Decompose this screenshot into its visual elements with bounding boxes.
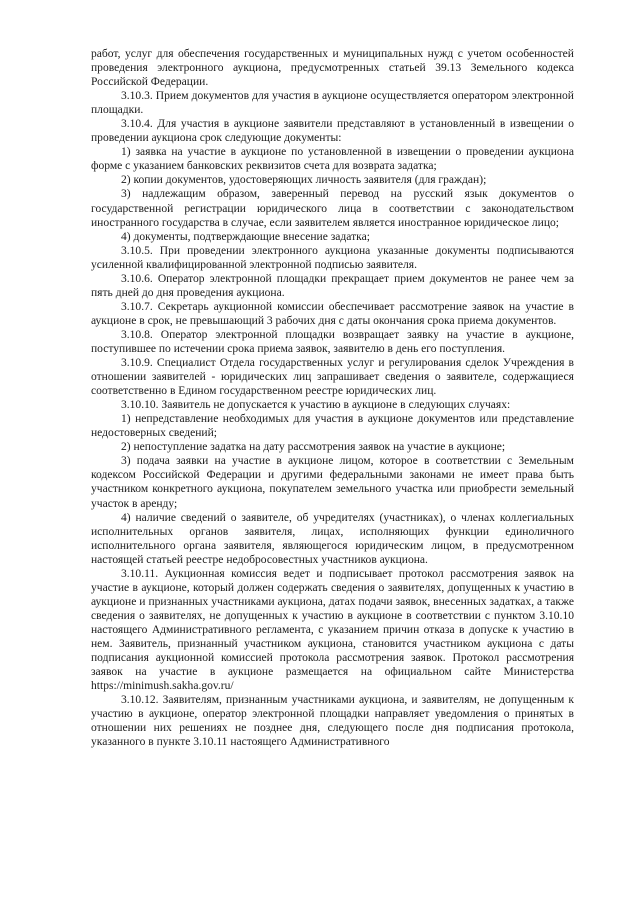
list-item-1: 1) заявка на участие в аукционе по установленной в извещении о проведении аукциона форме с указанием банковских реквизитов счета для возврата задатка; xyxy=(91,146,574,173)
list-item-4: 4) документы, подтверждающие внесение задатка; xyxy=(121,230,370,243)
list-item-3: 3) подача заявки на участие в аукционе лицом, которое в соответствии с Земельным кодексом Российской Федерации и другими федеральными законами не имеет права быть участником конкретного аукциона, покупателем земельного участка или приобрести земельный участок в аренду; xyxy=(91,455,574,510)
paragraph-3-10-4: 3.10.4. Для участия в аукционе заявители представляют в установленный в извещении о проведении аукциона срок следующие документы: xyxy=(91,118,574,145)
list-item-1: 1) непредставление необходимых для участия в аукционе документов или представление недостоверных сведений; xyxy=(91,413,574,440)
paragraph-intro: работ, услуг для обеспечения государственных и муниципальных нужд с учетом особенностей проведения электронного аукциона, предусмотренных статьей 39.13 Земельного кодекса Российской Федерации. xyxy=(91,48,574,89)
list-item-3: 3) надлежащим образом, заверенный перевод на русский язык документов о государственной регистрации юридического лица в соответствии с законодательством иностранного государства в случае, если заявителем является иностранное юридическое лицо; xyxy=(91,188,574,229)
paragraph-3-10-12: 3.10.12. Заявителям, признанным участниками аукциона, и заявителям, не допущенным к участию в аукционе, оператор электронной площадки направляет уведомления о принятых в отношении них решениях не позднее дня, следующего после дня подписания протокола, указанного в пункте 3.10.11 настоящего Административного xyxy=(91,694,574,749)
document-page xyxy=(91,47,574,749)
paragraph-3-10-9: 3.10.9. Специалист Отдела государственных услуг и регулирования сделок Учреждения в отношении заявителей - юридических лиц запрашивает сведения о заявителе, содержащиеся соответственно в Едином государственном реестре юридических лиц. xyxy=(91,357,574,398)
paragraph-3-10-7: 3.10.7. Секретарь аукционной комиссии обеспечивает рассмотрение заявок на участие в аукционе в срок, не превышающий 3 рабочих дня с даты окончания срока приема документов. xyxy=(91,300,574,327)
paragraph-3-10-6: 3.10.6. Оператор электронной площадки прекращает прием документов не ранее чем за пять дней до дня проведения аукциона. xyxy=(91,272,574,299)
list-item-2: 2) непоступление задатка на дату рассмотрения заявок на участие в аукционе; xyxy=(121,441,506,454)
list-item-4: 4) наличие сведений о заявителе, об учредителях (участниках), о членах коллегиальных исполнительных органов заявителя, лицах, исполняющих функции единоличного исполнительного органа заявителя, являющегося юридическим лицом, в предусмотренном настоящей статьей реестре недобросовестных участников аукциона. xyxy=(91,511,574,566)
paragraph-3-10-8: 3.10.8. Оператор электронной площадки возвращает заявку на участие в аукционе, поступившее по истечении срока приема заявок, заявителю в день его поступления. xyxy=(91,328,574,355)
paragraph-3-10-3: 3.10.3. Прием документов для участия в аукционе осуществляется оператором электронной площадки. xyxy=(91,90,574,117)
paragraph-3-10-5: 3.10.5. При проведении электронного аукциона указанные документы подписываются усиленной квалифицированной электронной подписью заявителя. xyxy=(91,244,574,271)
list-item-2: 2) копии документов, удостоверяющих личность заявителя (для граждан); xyxy=(121,174,487,187)
paragraph-3-10-10: 3.10.10. Заявитель не допускается к участию в аукционе в следующих случаях: xyxy=(121,399,511,412)
paragraph-3-10-11: 3.10.11. Аукционная комиссия ведет и подписывает протокол рассмотрения заявок на участие в аукционе, который должен содержать сведения о заявителях, допущенных к участию в аукционе и признанных участниками аукциона, датах подачи заявок, внесенных задатках, а также сведения о заявителях, не допущенных к участию в аукционе в соответствии с пунктом 3.10.10 настоящего Административного регламента, с указанием причин отказа в допуске к участию в нем. Заявитель, признанный участником аукциона, становится участником аукциона с даты подписания аукционной комиссией протокола рассмотрения заявок. Протокол рассмотрения заявок на участие в аукционе размещается на официальном сайте Министерства https://minimush.sakha.gov.ru/ xyxy=(91,567,574,693)
